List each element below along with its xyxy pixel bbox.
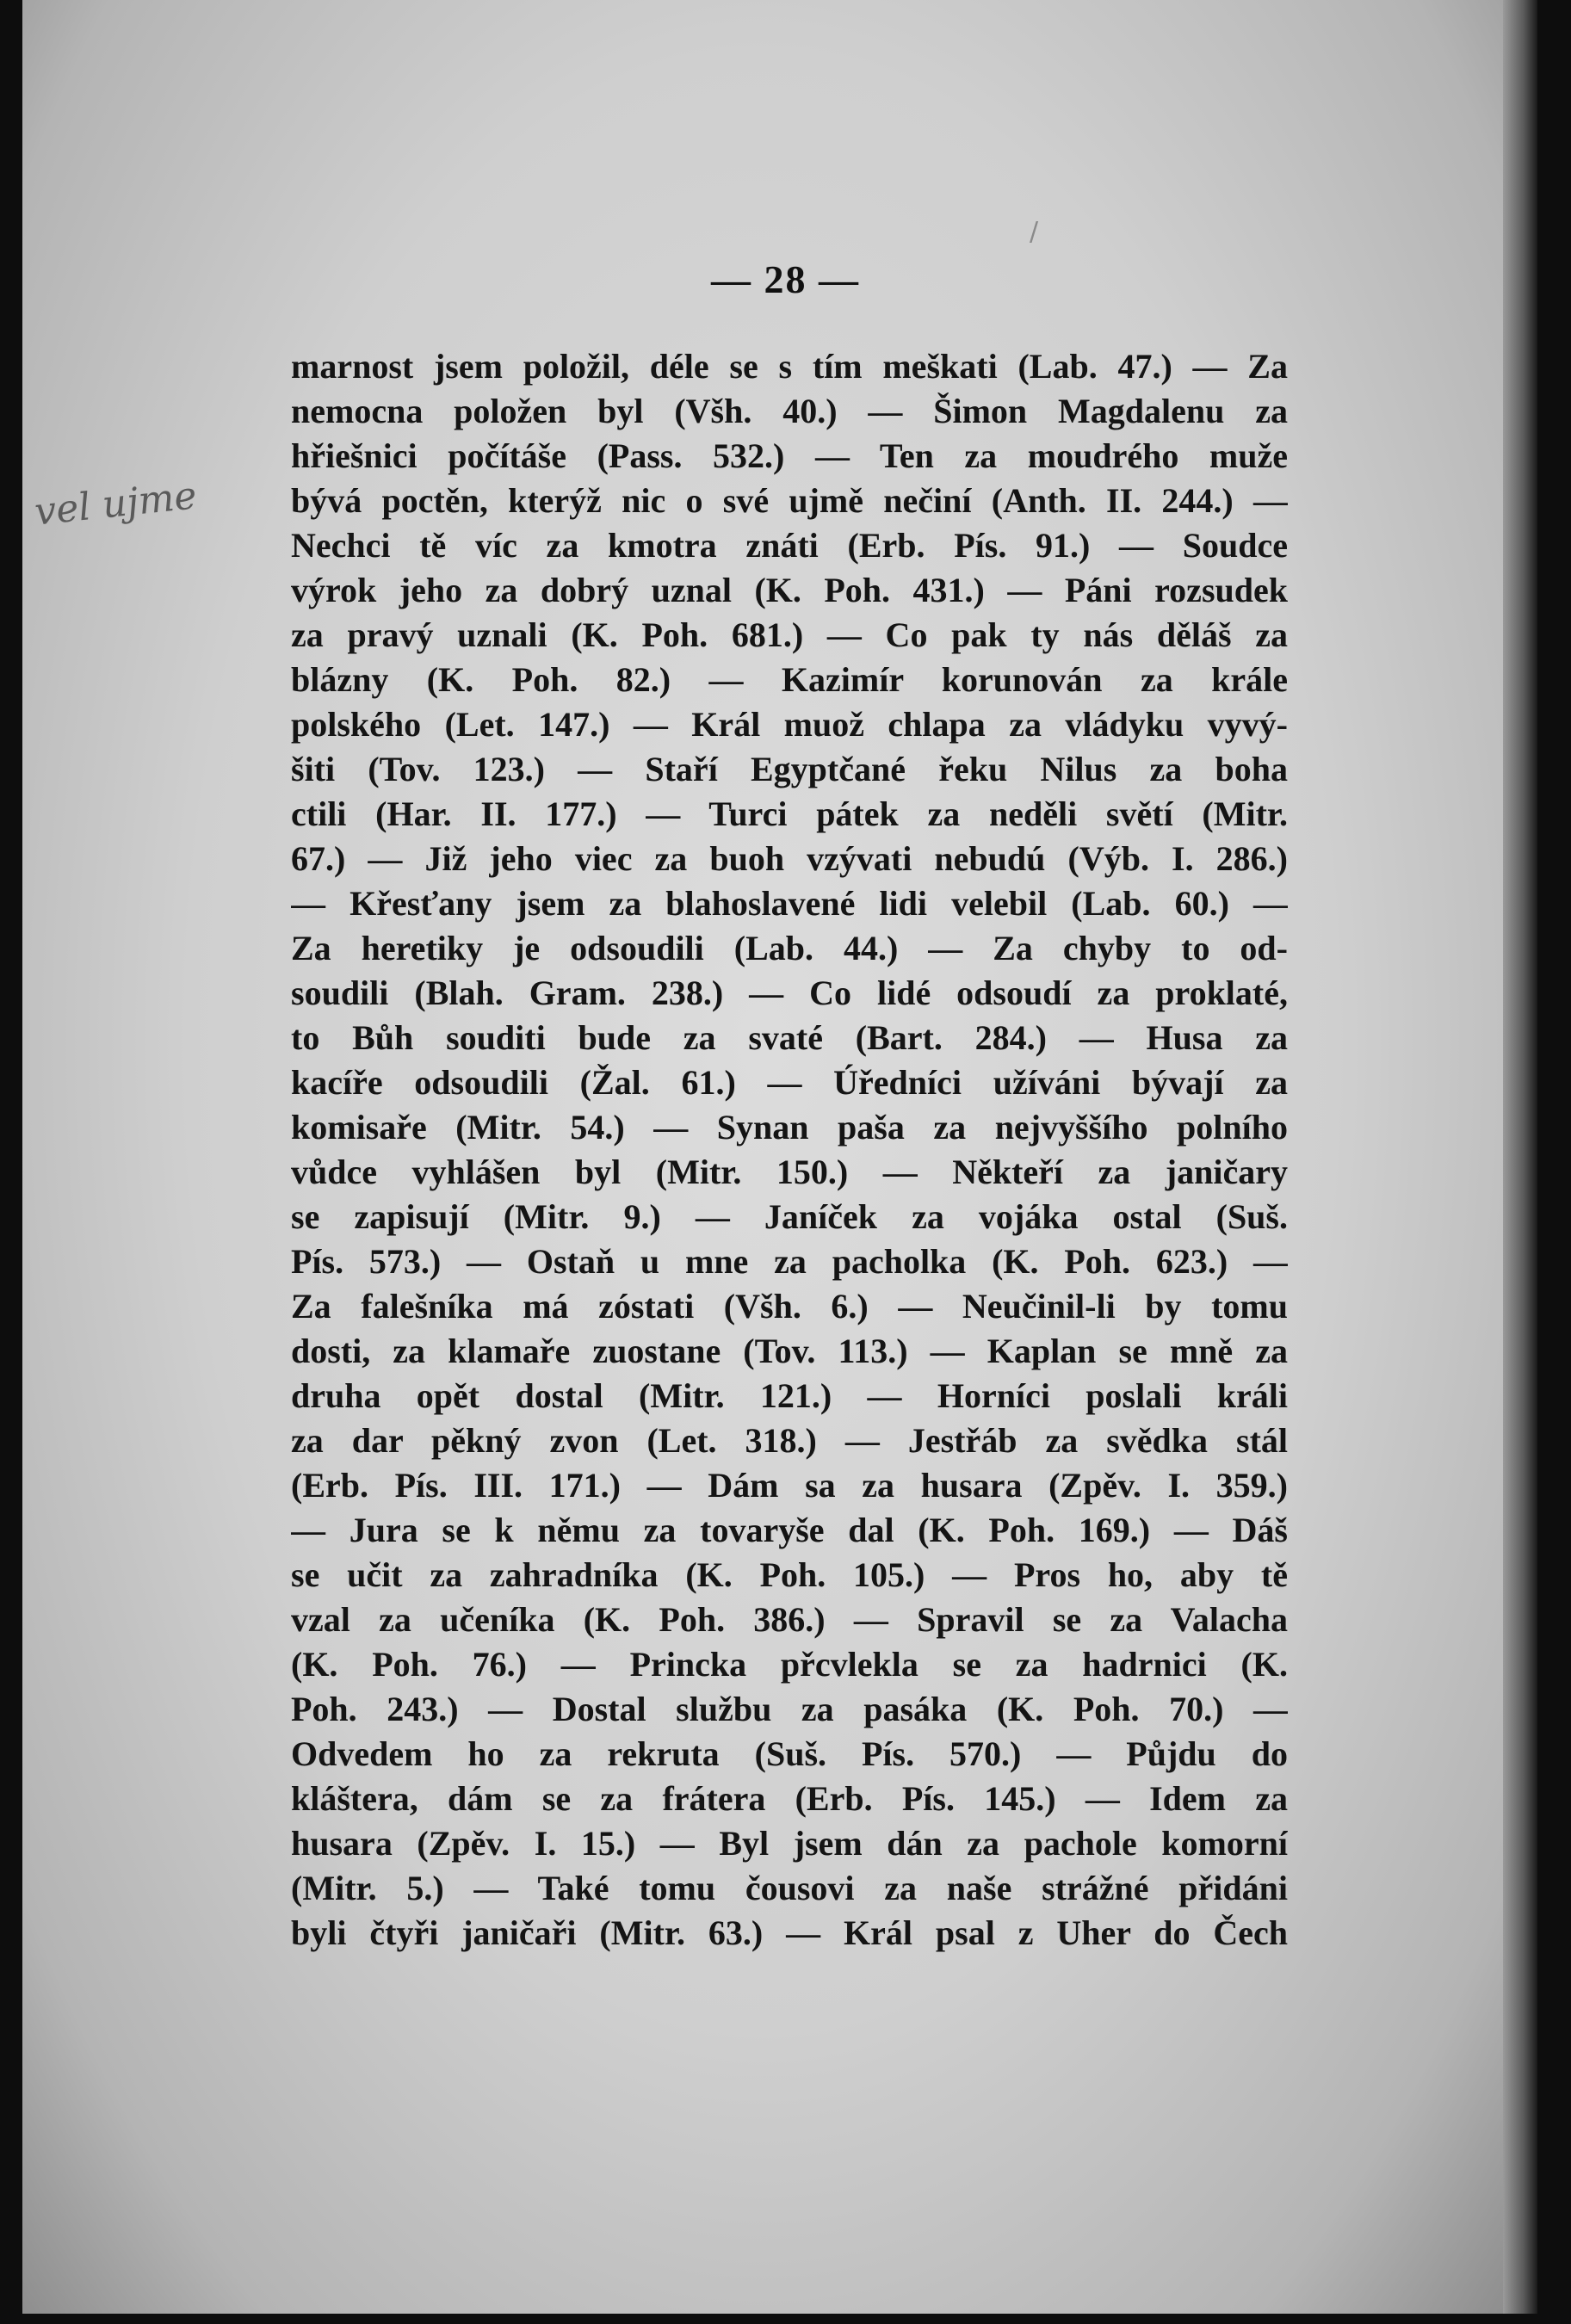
text-line: druha opět dostal (Mitr. 121.) — Horníci poslali králi <box>291 1376 1288 1415</box>
text-line: Pís. 573.) — Ostaň u mne za pacholka (K. Poh. 623.) — <box>291 1242 1288 1281</box>
text-line: komisaře (Mitr. 54.) — Synan paša za nejvyššího polního <box>291 1108 1288 1147</box>
text-line: (Mitr. 5.) — Také tomu čousovi za naše strážné přidáni <box>291 1869 1288 1907</box>
text-line: výrok jeho za dobrý uznal (K. Poh. 431.) — Páni rozsudek <box>291 571 1288 609</box>
text-line: ctili (Har. II. 177.) — Turci pátek za neděli světí (Mitr. <box>291 794 1288 833</box>
text-line: blázny (K. Poh. 82.) — Kazimír korunován za krále <box>291 660 1288 699</box>
text-line: nemocna položen byl (Všh. 40.) — Šimon Magdalenu za <box>291 392 1288 430</box>
text-line: za pravý uznali (K. Poh. 681.) — Co pak ty nás děláš za <box>291 615 1288 654</box>
text-line: (K. Poh. 76.) — Princka přcvlekla se za hadrnici (K. <box>291 1645 1288 1684</box>
text-line: šiti (Tov. 123.) — Staří Egyptčané řeku Nilus za boha <box>291 750 1288 788</box>
text-line: Nechci tě víc za kmotra znáti (Erb. Pís. 91.) — Soudce <box>291 526 1288 565</box>
text-line: marnost jsem položil, déle se s tím meškati (Lab. 47.) — Za <box>291 347 1288 386</box>
handwritten-margin-note: vel ujme <box>32 473 199 535</box>
text-line: vzal za učeníka (K. Poh. 386.) — Spravil se za Valacha <box>291 1600 1288 1639</box>
text-line: se zapisují (Mitr. 9.) — Janíček za vojáka ostal (Suš. <box>291 1197 1288 1236</box>
text-line: vůdce vyhlášen byl (Mitr. 150.) — Někteří za janičary <box>291 1153 1288 1191</box>
text-line: Za falešníka má zóstati (Všh. 6.) — Neučinil-li by tomu <box>291 1287 1288 1326</box>
pencil-mark: / <box>1030 217 1039 247</box>
text-line: dosti, za klamaře zuostane (Tov. 113.) — Kaplan se mně za <box>291 1332 1288 1370</box>
body-text <box>291 344 1288 1956</box>
text-line: za dar pěkný zvon (Let. 318.) — Jestřáb za svědka stál <box>291 1421 1288 1460</box>
text-line: byli čtyři janičaři (Mitr. 63.) — Král psal z Uher do Čech <box>291 1913 1288 1952</box>
text-line: bývá poctěn, kterýž nic o své ujmě nečiní (Anth. II. 244.) — <box>291 481 1288 520</box>
text-line: soudili (Blah. Gram. 238.) — Co lidé odsoudí za proklaté, <box>291 973 1288 1012</box>
text-line: Odvedem ho za rekruta (Suš. Pís. 570.) — Půjdu do <box>291 1734 1288 1773</box>
text-line: polského (Let. 147.) — Král muož chlapa za vládyku vyvý- <box>291 705 1288 744</box>
text-line: se učit za zahradníka (K. Poh. 105.) — Pros ho, aby tě <box>291 1555 1288 1594</box>
text-line: Za heretiky je odsoudili (Lab. 44.) — Za chyby to od- <box>291 929 1288 967</box>
text-line: kacíře odsoudili (Žal. 61.) — Úředníci užíváni bývají za <box>291 1063 1288 1102</box>
text-line: — Křesťany jsem za blahoslavené lidi velebil (Lab. 60.) — <box>291 884 1288 923</box>
text-line: — Jura se k němu za tovaryše dal (K. Poh. 169.) — Dáš <box>291 1511 1288 1549</box>
text-line: hřiešnici počítáše (Pass. 532.) — Ten za moudrého muže <box>291 436 1288 475</box>
text-line: Poh. 243.) — Dostal službu za pasáka (K. Poh. 70.) — <box>291 1690 1288 1728</box>
text-line: (Erb. Pís. III. 171.) — Dám sa za husara (Zpěv. I. 359.) <box>291 1466 1288 1505</box>
text-line: to Bůh souditi bude za svaté (Bart. 284.) — Husa za <box>291 1018 1288 1057</box>
text-line: husara (Zpěv. I. 15.) — Byl jsem dán za pachole komorní <box>291 1824 1288 1863</box>
page-number: — 28 — <box>711 257 860 301</box>
text-line: 67.) — Již jeho viec za buoh vzývati nebudú (Výb. I. 286.) <box>291 839 1288 878</box>
text-line: kláštera, dám se za frátera (Erb. Pís. 145.) — Idem za <box>291 1779 1288 1818</box>
page-edge-shadow <box>1503 0 1537 2314</box>
